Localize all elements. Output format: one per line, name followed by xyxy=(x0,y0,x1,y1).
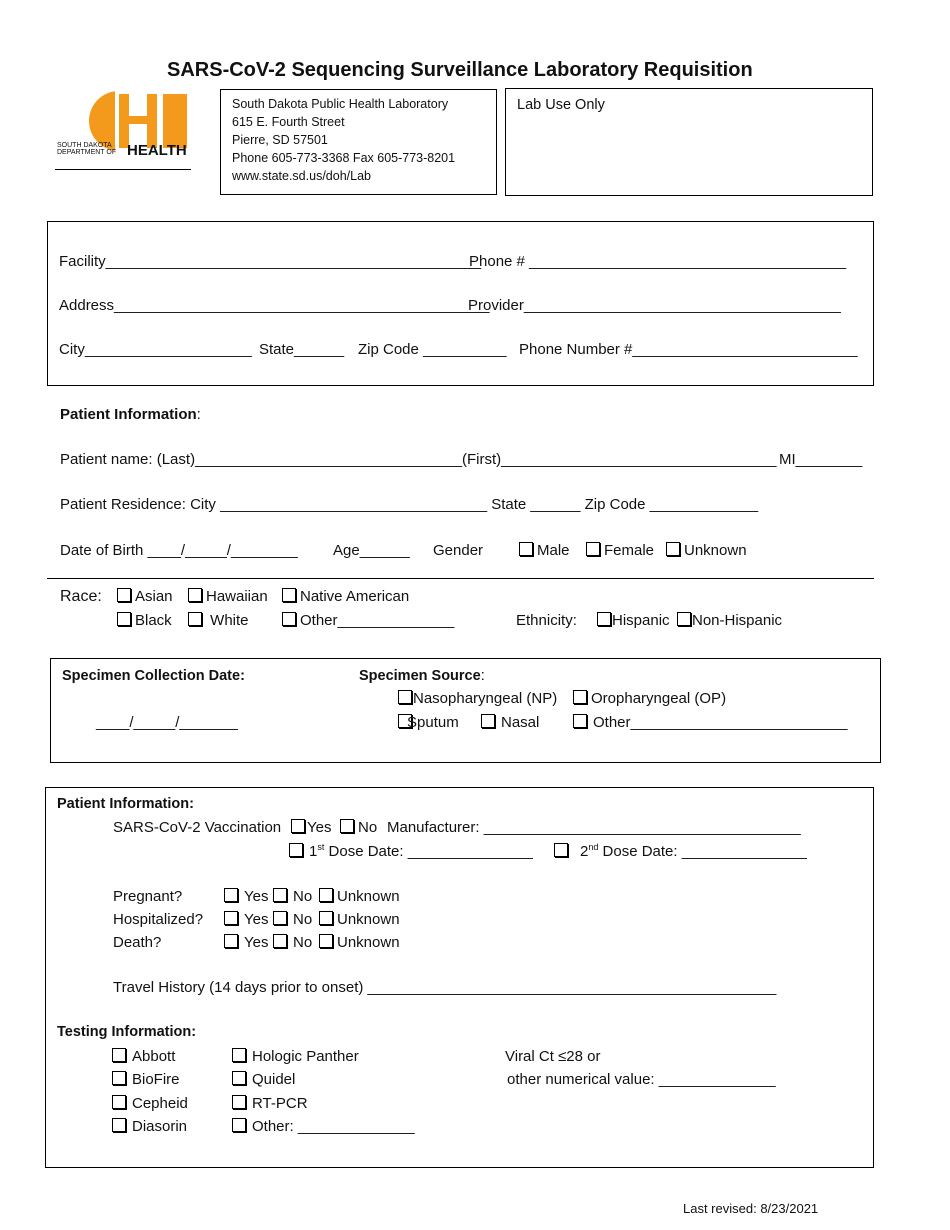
lab-city: Pierre, SD 57501 xyxy=(232,133,328,147)
death-label: Death? xyxy=(113,934,162,951)
checkbox-icon[interactable] xyxy=(273,888,287,902)
hospitalized-yes-option[interactable]: Yes xyxy=(224,911,268,928)
lab-use-box xyxy=(505,88,873,196)
checkbox-icon[interactable] xyxy=(519,542,533,556)
hospitalized-no-option[interactable]: No xyxy=(273,911,312,928)
test-cepheid-option[interactable]: Cepheid xyxy=(112,1095,188,1112)
dose2-field[interactable]: 2nd Dose Date: _______________ xyxy=(554,842,807,860)
checkbox-icon[interactable] xyxy=(282,612,296,626)
lab-web: www.state.sd.us/doh/Lab xyxy=(232,169,371,183)
checkbox-icon[interactable] xyxy=(481,714,495,728)
pregnant-label: Pregnant? xyxy=(113,888,183,905)
facility-field[interactable]: Facility_____________________________________________ xyxy=(59,253,482,270)
ethnicity-non-hispanic-option[interactable]: Non-Hispanic xyxy=(677,612,782,629)
race-asian-option[interactable]: Asian xyxy=(117,588,173,605)
checkbox-icon[interactable] xyxy=(112,1095,126,1109)
checkbox-icon[interactable] xyxy=(112,1118,126,1132)
death-unknown-option[interactable]: Unknown xyxy=(319,934,400,951)
test-hologic-option[interactable]: Hologic Panther xyxy=(232,1048,359,1065)
facility-phone-field[interactable]: Phone # ______________________________________ xyxy=(469,253,847,270)
lab-street: 615 E. Fourth Street xyxy=(232,115,345,129)
test-diasorin-option[interactable]: Diasorin xyxy=(112,1118,187,1135)
source-other-option[interactable]: Other__________________________ xyxy=(573,714,847,731)
logo-org-line1: SOUTH DAKOTA xyxy=(57,142,112,149)
checkbox-icon[interactable] xyxy=(188,588,202,602)
checkbox-icon[interactable] xyxy=(319,888,333,902)
gender-unknown-option[interactable]: Unknown xyxy=(666,542,747,559)
zip-field[interactable]: Zip Code __________ xyxy=(358,341,507,358)
source-sputum-option[interactable]: Sputum xyxy=(398,714,459,731)
checkbox-icon[interactable] xyxy=(232,1048,246,1062)
checkbox-icon[interactable] xyxy=(117,612,131,626)
checkbox-icon[interactable] xyxy=(666,542,680,556)
checkbox-icon[interactable] xyxy=(554,843,568,857)
specimen-box xyxy=(50,658,881,763)
checkbox-icon[interactable] xyxy=(232,1118,246,1132)
checkbox-icon[interactable] xyxy=(273,911,287,925)
gender-label: Gender xyxy=(433,542,484,559)
checkbox-icon[interactable] xyxy=(117,588,131,602)
phone-number-field[interactable]: Phone Number #___________________________ xyxy=(519,341,858,358)
checkbox-icon[interactable] xyxy=(273,934,287,948)
address-field[interactable]: Address_____________________________________________ xyxy=(59,297,490,314)
race-label: Race: xyxy=(60,588,102,605)
specimen-source-label: Specimen Source: xyxy=(359,668,485,684)
vaccination-label: SARS-CoV-2 Vaccination xyxy=(113,819,282,836)
test-other-option[interactable]: Other: ______________ xyxy=(232,1118,415,1135)
checkbox-icon[interactable] xyxy=(573,690,587,704)
race-white-option[interactable]: White xyxy=(188,612,249,629)
pregnant-unknown-option[interactable]: Unknown xyxy=(319,888,400,905)
state-field[interactable]: State______ xyxy=(259,341,345,358)
patient-name-field[interactable]: Patient name: (Last)________________________________(First)_________________________________ xyxy=(60,451,777,468)
page-title: SARS-CoV-2 Sequencing Surveillance Laboratory Requisition xyxy=(167,59,753,81)
test-abbott-option[interactable]: Abbott xyxy=(112,1048,175,1065)
logo-org-big: HEALTH xyxy=(127,142,187,159)
race-native-american-option[interactable]: Native American xyxy=(282,588,409,605)
gender-male-option[interactable]: Male xyxy=(519,542,570,559)
dob-field[interactable]: Date of Birth ____/_____/________ xyxy=(60,542,298,559)
checkbox-icon[interactable] xyxy=(597,612,611,626)
pregnant-yes-option[interactable]: Yes xyxy=(224,888,268,905)
checkbox-icon[interactable] xyxy=(289,843,303,857)
checkbox-icon[interactable] xyxy=(398,690,412,704)
viral-ct-label: Viral Ct ≤28 or xyxy=(505,1048,601,1065)
vaccination-testing-box xyxy=(45,787,874,1168)
source-np-option[interactable]: Nasopharyngeal (NP) xyxy=(398,690,557,707)
checkbox-icon[interactable] xyxy=(586,542,600,556)
patient-info-2-heading: Patient Information: xyxy=(57,796,194,812)
checkbox-icon[interactable] xyxy=(188,612,202,626)
dose1-field[interactable]: 1st Dose Date: _______________ xyxy=(289,842,533,860)
test-quidel-option[interactable]: Quidel xyxy=(232,1071,295,1088)
test-biofire-option[interactable]: BioFire xyxy=(112,1071,180,1088)
divider xyxy=(47,578,874,579)
gender-female-option[interactable]: Female xyxy=(586,542,654,559)
death-no-option[interactable]: No xyxy=(273,934,312,951)
checkbox-icon[interactable] xyxy=(112,1048,126,1062)
manufacturer-field[interactable]: Manufacturer: ______________________________________ xyxy=(387,819,801,836)
specimen-date-label: Specimen Collection Date: xyxy=(62,668,245,684)
checkbox-icon[interactable] xyxy=(232,1071,246,1085)
logo-org-line2: DEPARTMENT OF xyxy=(57,149,117,156)
checkbox-icon[interactable] xyxy=(340,819,354,833)
race-hawaiian-option[interactable]: Hawaiian xyxy=(188,588,268,605)
hospitalized-label: Hospitalized? xyxy=(113,911,204,928)
checkbox-icon[interactable] xyxy=(224,888,238,902)
facility-box xyxy=(47,221,874,386)
provider-field[interactable]: Provider______________________________________ xyxy=(468,297,841,314)
checkbox-icon[interactable] xyxy=(282,588,296,602)
age-field[interactable]: Age______ xyxy=(333,542,410,559)
checkbox-icon[interactable] xyxy=(677,612,691,626)
race-other-option[interactable]: Other______________ xyxy=(282,612,454,629)
checkbox-icon[interactable] xyxy=(319,934,333,948)
ethnicity-label: Ethnicity: xyxy=(516,612,577,629)
travel-history-field[interactable]: Travel History (14 days prior to onset) _________________________________________________ xyxy=(113,979,777,996)
vaccination-yes-option[interactable]: Yes xyxy=(291,819,331,836)
lab-address-box xyxy=(220,89,497,195)
patient-residence-field[interactable]: Patient Residence: City ________________________________ State ______ Zip Code _____________ xyxy=(60,496,759,513)
pregnant-no-option[interactable]: No xyxy=(273,888,312,905)
death-yes-option[interactable]: Yes xyxy=(224,934,268,951)
checkbox-icon[interactable] xyxy=(112,1071,126,1085)
patient-info-heading: Patient Information: xyxy=(60,406,201,423)
sd-health-logo xyxy=(55,88,195,172)
source-nasal-option[interactable]: Nasal xyxy=(481,714,539,731)
checkbox-icon[interactable] xyxy=(573,714,587,728)
lab-phones: Phone 605-773-3368 Fax 605-773-8201 xyxy=(232,151,456,165)
lab-use-label: Lab Use Only xyxy=(517,97,605,113)
other-numerical-value-field[interactable]: other numerical value: ______________ xyxy=(507,1071,776,1088)
city-field[interactable]: City____________________ xyxy=(59,341,252,358)
checkbox-icon[interactable] xyxy=(291,819,305,833)
testing-info-heading: Testing Information: xyxy=(57,1024,197,1040)
checkbox-icon[interactable] xyxy=(232,1095,246,1109)
test-rt-pcr-option[interactable]: RT-PCR xyxy=(232,1095,308,1112)
source-op-option[interactable]: Oropharyngeal (OP) xyxy=(573,690,726,707)
race-black-option[interactable]: Black xyxy=(117,612,172,629)
vaccination-no-option[interactable]: No xyxy=(340,819,377,836)
checkbox-icon[interactable] xyxy=(224,911,238,925)
lab-name: South Dakota Public Health Laboratory xyxy=(232,97,449,111)
hospitalized-unknown-option[interactable]: Unknown xyxy=(319,911,400,928)
ethnicity-hispanic-option[interactable]: Hispanic xyxy=(597,612,670,629)
patient-mi-field[interactable]: MI________ xyxy=(779,451,863,468)
specimen-date-field[interactable]: ____/_____/_______ xyxy=(96,714,238,731)
checkbox-icon[interactable] xyxy=(224,934,238,948)
checkbox-icon[interactable] xyxy=(319,911,333,925)
last-revised: Last revised: 8/23/2021 xyxy=(683,1201,819,1216)
